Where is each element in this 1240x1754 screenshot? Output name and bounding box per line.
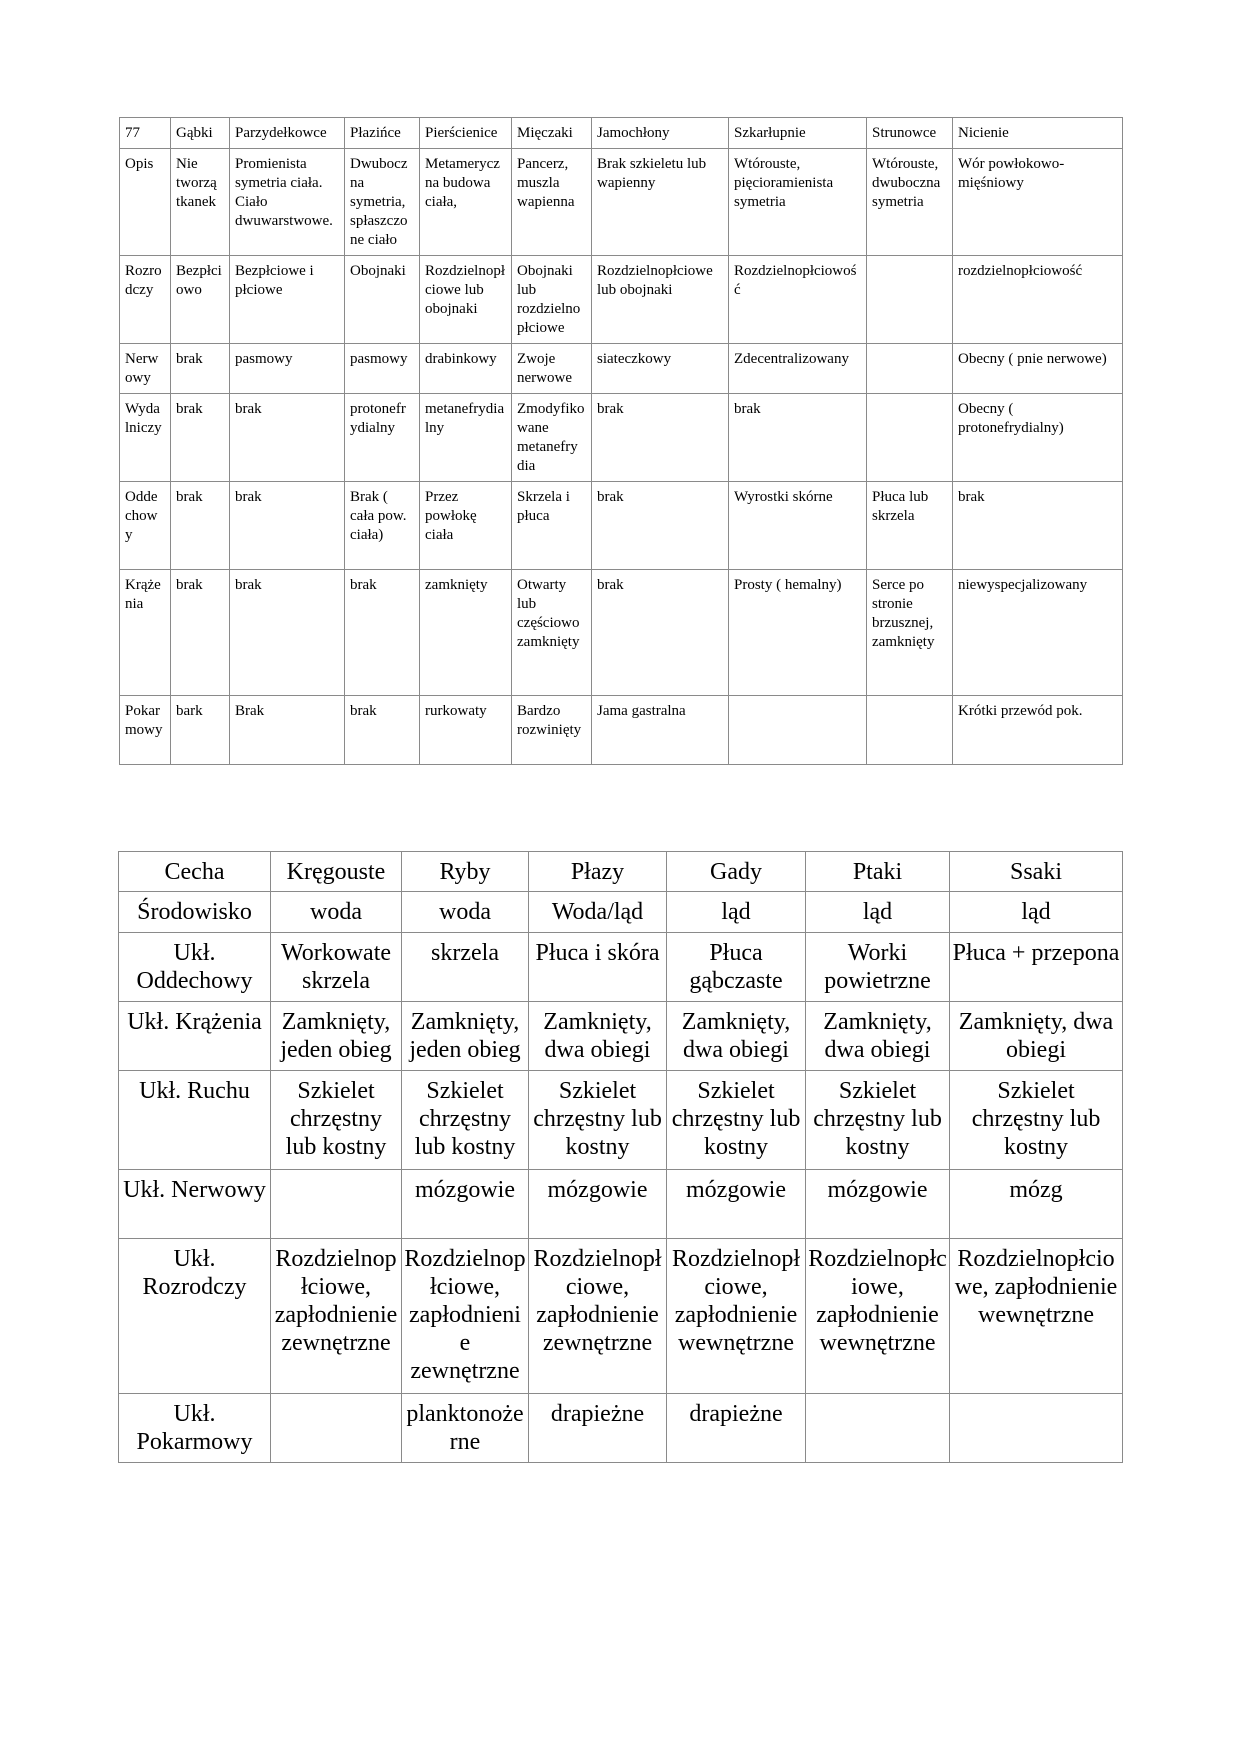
- table-cell: [867, 344, 953, 394]
- table-cell: siateczkowy: [592, 344, 729, 394]
- table-row: [120, 696, 1123, 765]
- table-cell: rurkowaty: [420, 696, 512, 765]
- header-cell: Kręgouste: [271, 852, 402, 892]
- table-cell: Wtórouste, pięcioramienista symetria: [729, 149, 867, 256]
- row-label: Krążenia: [120, 570, 171, 696]
- row-label: Pokarmowy: [120, 696, 171, 765]
- table-cell: [950, 1394, 1123, 1463]
- header-cell: Strunowce: [867, 118, 953, 149]
- table-cell: Płuca i skóra: [529, 933, 667, 1002]
- table-cell: Promienista symetria ciała. Ciało dwuwarstwowe.: [230, 149, 345, 256]
- table-cell: Dwuboczna symetria, spłaszczone ciało: [345, 149, 420, 256]
- table-cell: brak: [953, 482, 1123, 570]
- header-cell: Szkarłupnie: [729, 118, 867, 149]
- table-row: [120, 256, 1123, 344]
- table-cell: Nie tworzą tkanek: [171, 149, 230, 256]
- row-label: Środowisko: [119, 892, 271, 933]
- table-cell: brak: [592, 394, 729, 482]
- table-cell: drapieżne: [667, 1394, 806, 1463]
- table-cell: Rozdzielnopłciowe, zapłodnienie wewnętrzne: [667, 1239, 806, 1394]
- table-cell: Szkielet chrzęstny lub kostny: [529, 1071, 667, 1170]
- table-cell: mózg: [950, 1170, 1123, 1239]
- table-cell: Zamknięty, jeden obieg: [402, 1002, 529, 1071]
- table-cell: Metameryczna budowa ciała,: [420, 149, 512, 256]
- table-cell: Rozdzielnopłciowość: [729, 256, 867, 344]
- table-cell: mózgowie: [529, 1170, 667, 1239]
- table-cell: Bezpłciowo: [171, 256, 230, 344]
- table-cell: Serce po stronie brzusznej, zamknięty: [867, 570, 953, 696]
- table-cell: ląd: [667, 892, 806, 933]
- table-cell: Brak szkieletu lub wapienny: [592, 149, 729, 256]
- table-cell: brak: [345, 696, 420, 765]
- table-cell: Rozdzielnopłciowe, zapłodnienie wewnętrzne: [950, 1239, 1123, 1394]
- table-cell: brak: [171, 394, 230, 482]
- table-cell: Przez powłokę ciała: [420, 482, 512, 570]
- table-cell: planktonożerne: [402, 1394, 529, 1463]
- header-cell: Ptaki: [806, 852, 950, 892]
- header-cell: Pierścienice: [420, 118, 512, 149]
- table-cell: pasmowy: [345, 344, 420, 394]
- table-cell: Wtórouste, dwuboczna symetria: [867, 149, 953, 256]
- table-cell: Płuca gąbczaste: [667, 933, 806, 1002]
- table-cell: skrzela: [402, 933, 529, 1002]
- table-cell: [867, 256, 953, 344]
- table-cell: Szkielet chrzęstny lub kostny: [402, 1071, 529, 1170]
- table-cell: Krótki przewód pok.: [953, 696, 1123, 765]
- header-cell: Mięczaki: [512, 118, 592, 149]
- table-cell: [271, 1170, 402, 1239]
- table-cell: brak: [171, 570, 230, 696]
- vertebrates-table: [118, 851, 1123, 1463]
- header-cell: Nicienie: [953, 118, 1123, 149]
- table-cell: bark: [171, 696, 230, 765]
- header-cell: Gady: [667, 852, 806, 892]
- table-row: [119, 1071, 1123, 1170]
- table-cell: Brak: [230, 696, 345, 765]
- table-cell: Rozdzielnopłciowe, zapłodnienie zewnętrzne: [271, 1239, 402, 1394]
- table-cell: niewyspecjalizowany: [953, 570, 1123, 696]
- header-cell: Ssaki: [950, 852, 1123, 892]
- table-cell: ląd: [950, 892, 1123, 933]
- table-cell: [271, 1394, 402, 1463]
- table-cell: [729, 696, 867, 765]
- table-cell: Zdecentralizowany: [729, 344, 867, 394]
- row-label: Wydalniczy: [120, 394, 171, 482]
- table-cell: mózgowie: [806, 1170, 950, 1239]
- row-label: Ukł. Pokarmowy: [119, 1394, 271, 1463]
- table-cell: drapieżne: [529, 1394, 667, 1463]
- table-cell: Zamknięty, dwa obiegi: [529, 1002, 667, 1071]
- table-cell: brak: [230, 570, 345, 696]
- table-cell: Rozdzielnopłciowe lub obojnaki: [592, 256, 729, 344]
- table-cell: Rozdzielnopłciowe, zapłodnienie wewnętrzne: [806, 1239, 950, 1394]
- table-cell: Brak ( cała pow. ciała): [345, 482, 420, 570]
- row-label: Ukł. Rozrodczy: [119, 1239, 271, 1394]
- table-cell: Płuca lub skrzela: [867, 482, 953, 570]
- row-label: Opis: [120, 149, 171, 256]
- table-cell: Szkielet chrzęstny lub kostny: [271, 1071, 402, 1170]
- header-cell: Parzydełkowce: [230, 118, 345, 149]
- table-cell: rozdzielnopłciowość: [953, 256, 1123, 344]
- table-cell: Zamknięty, dwa obiegi: [806, 1002, 950, 1071]
- table-cell: brak: [592, 570, 729, 696]
- table-row: [119, 1239, 1123, 1394]
- header-cell: Ryby: [402, 852, 529, 892]
- table-cell: woda: [271, 892, 402, 933]
- header-cell: Płazy: [529, 852, 667, 892]
- table-cell: Otwarty lub częściowo zamknięty: [512, 570, 592, 696]
- table-cell: [867, 696, 953, 765]
- header-cell: Płazińce: [345, 118, 420, 149]
- table-cell: Szkielet chrzęstny lub kostny: [667, 1071, 806, 1170]
- table-cell: Rozdzielnopłciowe lub obojnaki: [420, 256, 512, 344]
- table-cell: Woda/ląd: [529, 892, 667, 933]
- table-cell: Wyrostki skórne: [729, 482, 867, 570]
- table-cell: metanefrydialny: [420, 394, 512, 482]
- table-row: [119, 1394, 1123, 1463]
- table-cell: Zmodyfikowane metanefrydia: [512, 394, 592, 482]
- row-label: Ukł. Oddechowy: [119, 933, 271, 1002]
- table-cell: drabinkowy: [420, 344, 512, 394]
- row-label: Oddechowy: [120, 482, 171, 570]
- table-cell: [867, 394, 953, 482]
- table-cell: Szkielet chrzęstny lub kostny: [806, 1071, 950, 1170]
- table-cell: mózgowie: [402, 1170, 529, 1239]
- header-cell: 77: [120, 118, 171, 149]
- table-row: [120, 394, 1123, 482]
- table-cell: ląd: [806, 892, 950, 933]
- table-cell: pasmowy: [230, 344, 345, 394]
- table-row: [119, 1002, 1123, 1071]
- table-cell: brak: [345, 570, 420, 696]
- table-cell: Rozdzielnopłciowe, zapłodnienie zewnętrzne: [529, 1239, 667, 1394]
- header-cell: Cecha: [119, 852, 271, 892]
- table-cell: Skrzela i płuca: [512, 482, 592, 570]
- table-cell: Workowate skrzela: [271, 933, 402, 1002]
- table-cell: Płuca + przepona: [950, 933, 1123, 1002]
- table-cell: Bezpłciowe i płciowe: [230, 256, 345, 344]
- table-cell: protonefrydialny: [345, 394, 420, 482]
- table-cell: zamknięty: [420, 570, 512, 696]
- table-cell: brak: [230, 394, 345, 482]
- table-cell: Obecny ( pnie nerwowe): [953, 344, 1123, 394]
- table-cell: brak: [171, 344, 230, 394]
- row-label: Ukł. Ruchu: [119, 1071, 271, 1170]
- table-cell: brak: [171, 482, 230, 570]
- table-cell: Rozdzielnopłciowe, zapłodnienie zewnętrzne: [402, 1239, 529, 1394]
- table-row: [120, 344, 1123, 394]
- table-cell: [806, 1394, 950, 1463]
- table-cell: Zamknięty, dwa obiegi: [667, 1002, 806, 1071]
- table-row: [120, 570, 1123, 696]
- table-cell: brak: [729, 394, 867, 482]
- table-row: [119, 892, 1123, 933]
- table-cell: woda: [402, 892, 529, 933]
- row-label: Ukł. Krążenia: [119, 1002, 271, 1071]
- table-cell: Wór powłokowo-mięśniowy: [953, 149, 1123, 256]
- table-header-row: [119, 852, 1123, 892]
- table-cell: brak: [592, 482, 729, 570]
- table-row: [120, 149, 1123, 256]
- header-cell: Gąbki: [171, 118, 230, 149]
- table-cell: Zamknięty, dwa obiegi: [950, 1002, 1123, 1071]
- table-cell: brak: [230, 482, 345, 570]
- table-cell: mózgowie: [667, 1170, 806, 1239]
- table-row: [119, 1170, 1123, 1239]
- table-cell: Obecny ( protonefrydialny): [953, 394, 1123, 482]
- table-cell: Zwoje nerwowe: [512, 344, 592, 394]
- table-cell: Zamknięty, jeden obieg: [271, 1002, 402, 1071]
- table-header-row: [120, 118, 1123, 149]
- table-cell: Szkielet chrzęstny lub kostny: [950, 1071, 1123, 1170]
- row-label: Rozrodczy: [120, 256, 171, 344]
- table-cell: Prosty ( hemalny): [729, 570, 867, 696]
- table-cell: Worki powietrzne: [806, 933, 950, 1002]
- table-cell: Bardzo rozwinięty: [512, 696, 592, 765]
- invertebrates-table: [119, 117, 1123, 765]
- header-cell: Jamochłony: [592, 118, 729, 149]
- table-cell: Obojnaki lub rozdzielnopłciowe: [512, 256, 592, 344]
- table-cell: Jama gastralna: [592, 696, 729, 765]
- table-cell: Obojnaki: [345, 256, 420, 344]
- table-row: [120, 482, 1123, 570]
- row-label: Nerwowy: [120, 344, 171, 394]
- table-cell: Pancerz, muszla wapienna: [512, 149, 592, 256]
- row-label: Ukł. Nerwowy: [119, 1170, 271, 1239]
- table-row: [119, 933, 1123, 1002]
